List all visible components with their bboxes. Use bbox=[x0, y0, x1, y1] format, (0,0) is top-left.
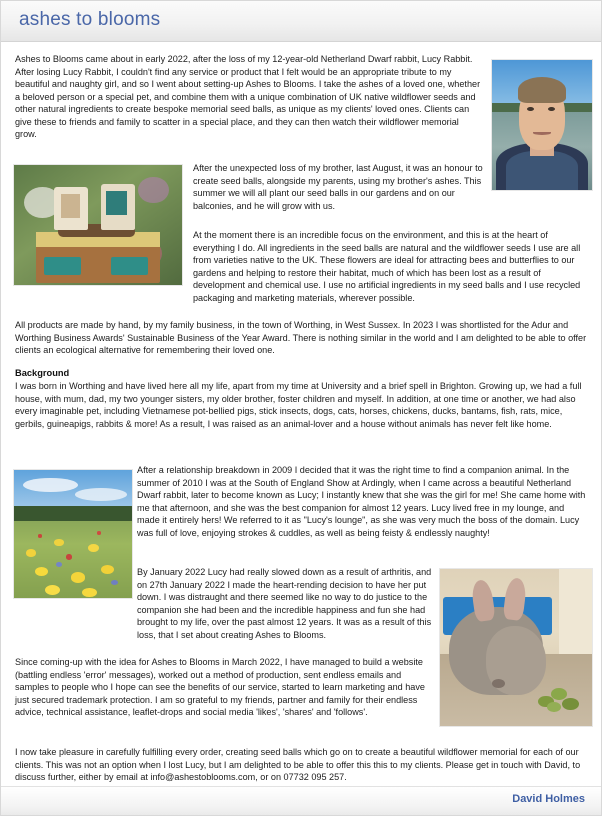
page-title: ashes to blooms bbox=[19, 9, 161, 30]
photo-brand-label-right bbox=[111, 257, 148, 275]
photo-greens-pile bbox=[537, 684, 583, 714]
photo-flower-speck bbox=[101, 565, 114, 574]
photo-bokeh-flower-purple bbox=[138, 177, 168, 203]
photo-leaf bbox=[562, 698, 579, 711]
photo-cloud-left bbox=[23, 478, 77, 492]
photo-flower-speck bbox=[66, 554, 72, 559]
photo-flower-speck bbox=[82, 588, 96, 597]
section-heading-text: Background bbox=[15, 368, 70, 378]
photo-left-eye bbox=[527, 107, 534, 111]
photo-leaf bbox=[547, 702, 561, 712]
photo-meadow-field bbox=[14, 521, 132, 598]
paragraph-lucy-meeting bbox=[137, 464, 589, 539]
paragraph-closing bbox=[15, 746, 589, 784]
photo-doorframe bbox=[559, 569, 592, 666]
photo-grey-rabbit-eating-greens bbox=[439, 568, 593, 727]
paragraph-brother bbox=[193, 162, 483, 212]
paragraph-text: After the unexpected loss of my brother, last August, it was an honour to create seed balls, alongside my parents, using my brother's ashes. This summer we will all plant our seed balls in our gardens and on our balconies, and he will grow with us. bbox=[193, 163, 483, 211]
paragraph-text: Ashes to Blooms came about in early 2022, after the loss of my 12-year-old Netherland Dwarf rabbit, Lucy Rabbit. After losing Lucy Rabbit, I couldn't find any service or product that I felt would be an appropriate tribute to my beautiful and naughty girl, and so I went about setting-up Ashes to Blooms. I take the ashes of a loved one, whether a beloved person or a special pet, and combine them with a unique combination of UK native wildflower seeds and other natural ingredients to create bespoke memorial seed balls, as unique as my clients' loved ones. Clients can give these to friends and family to scatter in a special place, and they can then watch their wildflower memorial grow. bbox=[15, 54, 481, 140]
paragraph-text: I now take pleasure in carefully fulfilling every order, creating seed balls which go on to create a beautiful wildflower memorial for each of our clients. This was not an option when I lost Lucy, but I am delighted to be able to offer this this to my clients. Please get in touch with David, to discuss further, either by email at info@ashestoblooms.com, or on 07732 095 257. bbox=[15, 747, 581, 783]
paragraph-intro bbox=[15, 53, 481, 141]
photo-wildflower-meadow bbox=[13, 469, 133, 599]
photo-flower-speck bbox=[54, 539, 63, 545]
paragraph-background bbox=[15, 380, 589, 430]
photo-shirt bbox=[506, 151, 578, 190]
paragraph-since bbox=[15, 656, 433, 719]
photo-flower-speck bbox=[38, 534, 43, 538]
author-signature: David Holmes bbox=[512, 793, 585, 805]
paragraph-handmade bbox=[15, 319, 589, 357]
page-header bbox=[1, 1, 602, 42]
photo-flower-speck bbox=[111, 580, 118, 585]
photo-flower-speck bbox=[71, 572, 85, 582]
photo-flower-speck bbox=[88, 544, 99, 552]
paragraph-text: I was born in Worthing and have lived here all my life, apart from my time at University and a brief spell in Brighton. Growing up, we had a full house, with mum, dad, my two younger sisters, my older brother, foster children and myself. In addition, at one time or another, we had also every imaginable pet, including Vietnamese pot-bellied pigs, stick insects, dogs, cats, horses, chickens, ducks, bantams, fish, rats, mice, gerbils, guineapigs, rabbits & more! As a result, I was raised as an animal-lover and a house without animals has never felt like home. bbox=[15, 381, 582, 429]
photo-swing-tag-left bbox=[61, 194, 79, 218]
paragraph-environment bbox=[193, 229, 589, 304]
photo-hair bbox=[518, 77, 566, 103]
photo-swing-tag-right bbox=[106, 191, 126, 215]
portrait-photo-man-by-water bbox=[491, 59, 593, 191]
section-heading-background bbox=[15, 367, 589, 380]
photo-right-eye bbox=[548, 107, 555, 111]
paragraph-text: Since coming-up with the idea for Ashes to Blooms in March 2022, I have managed to build a website (battling endless 'error' messages), worked out a method of production, sent endless emails and samples to people who I hope can see the benefits of our service, started to learn marketing and have just secured trademark protection. I am so grateful to my friends, partner and family for their endless advice, technical assistance, leaflet-drops and social media 'likes', 'shares' and 'follows'. bbox=[15, 657, 425, 718]
photo-brand-label-left bbox=[44, 257, 81, 275]
paragraph-text: After a relationship breakdown in 2009 I decided that it was the right time to find a companion animal. In the summer of 2010 I was at the South of England Show at Ardingly, when I came across a beautiful Netherland Dwarf rabbit, later to become known as Lucy; I instantly knew that she was the girl for me! She came home with me that afternoon, and she was the best companion for almost 12 years. Lucy lived free in my lounge, and made it entirely hers! We referred to it as "Lucy's lounge", as she was very much the boss of the domain. Lucy was full of love, enjoying strokes & cuddles, as well as being feisty & endlessly naughty! bbox=[137, 465, 586, 538]
photo-cloud-right bbox=[75, 488, 127, 501]
paragraph-text: At the moment there is an incredible focus on the environment, and this is at the heart of everything I do. All ingredients in the seed balls are natural and the wildflower seeds I use are all from varieties native to the UK. These flowers are ideal for attracting bees and butterflies to our gardens and helping to restore their habitat, much of which has been lost as a result of development and chemical use. I use no artificial ingredients in my seed balls and I use recycled packaging and marketing materials, wherever possible. bbox=[193, 230, 581, 303]
paragraph-lucy-loss bbox=[137, 566, 433, 641]
paragraph-text: By January 2022 Lucy had really slowed down as a result of arthritis, and on 27th January 2022 I made the heart-rending decision to have her put down. I was distraught and there seemed like no way to do justice to the companion she had been and the incredible happiness and fun she had brought to my life, over the past almost 12 years. It was as a result of this loss, that I set about creating Ashes to Blooms. bbox=[137, 567, 432, 640]
paragraph-text: All products are made by hand, by my family business, in the town of Worthing, in West Sussex. In 2023 I was shortlisted for the Adur and Worthing Business Awards' Sustainable Business of the Year Award. There is nothing similar in the world and I am delighted to be able to offer clients an ecological alternative for remembering their loved one. bbox=[15, 320, 587, 356]
product-photo-seed-ball-bags-in-branded-box bbox=[13, 164, 183, 286]
